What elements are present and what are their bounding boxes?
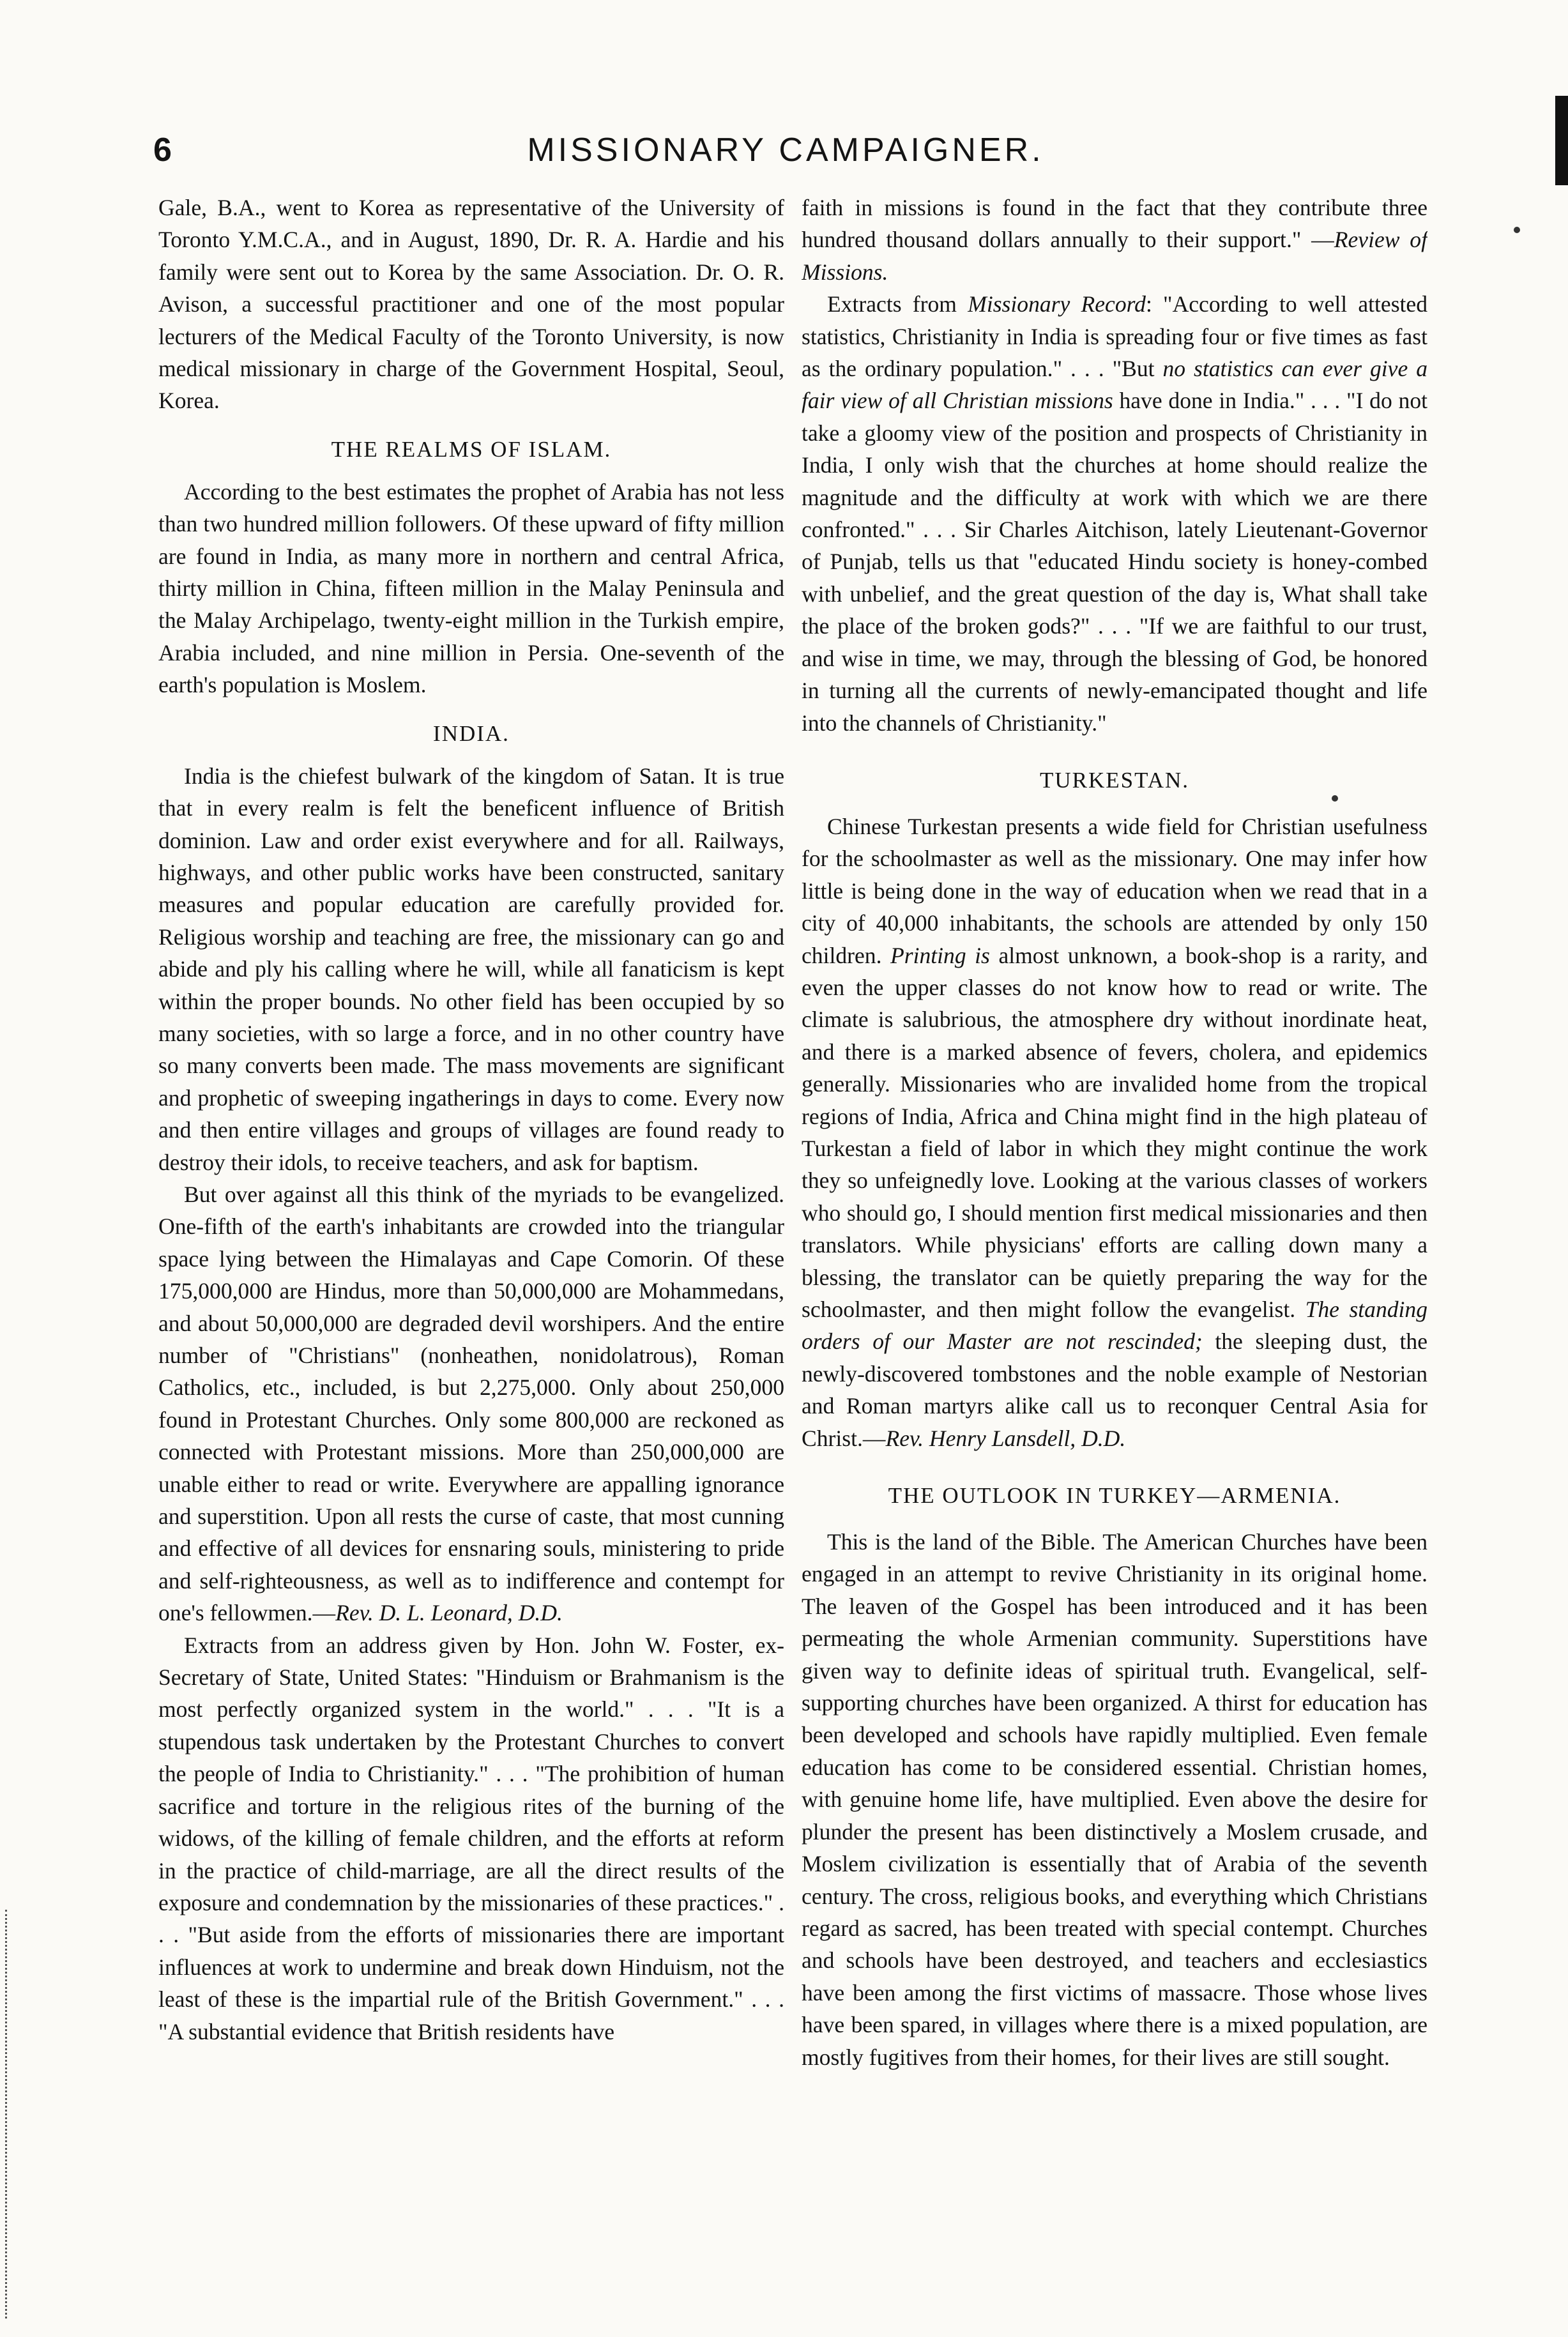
scan-edge-mark xyxy=(1555,96,1568,185)
paragraph-india-myriads xyxy=(158,1178,784,1629)
running-title: MISSIONARY CAMPAIGNER. xyxy=(527,132,1044,169)
section-heading-turkey-armenia: THE OUTLOOK IN TURKEY—ARMENIA. xyxy=(888,1483,1341,1509)
citation-leonard: Rev. D. L. Leonard, D.D. xyxy=(335,1600,563,1626)
paragraph-india-bulwark: India is the chiefest bulwark of the kingdom of Satan. It is true that in every realm is felt the beneficent influence of British dominion. Law and order exist everywhere and for all. Railways, highways, and other public works have been constructed, sanitary measures and popular education are carefully provided for. Religious worship and teaching are free, the missionary can go and abide and ply his calling where he will, while all fanaticism is kept within the proper bounds. No other field has been occupied by so many societies, with so large a force, and in no other country have so many converts been made. The mass movements are significant and prophetic of sweeping ingatherings in days to come. Every now and then entire villages and groups of villages are found ready to destroy their idols, to receive teachers, and ask for baptism. xyxy=(158,763,784,1175)
right-column xyxy=(802,192,1427,2293)
page-header xyxy=(153,131,1418,176)
citation-lansdell: Rev. Henry Lansdell, D.D. xyxy=(885,1425,1126,1451)
record-text-a: : "According to well attested statistics, Christianity in India is spreading four or five times as fast as the ordinary population." . . . "But xyxy=(802,291,1427,382)
paragraph-turkestan xyxy=(802,811,1427,1454)
page-number: 6 xyxy=(153,132,172,169)
paragraph-india-myriads-text: But over against all this think of the myriads to be evangelized. One-fifth of the earth's inhabitants are crowded into the triangular space lying between the Himalayas and Cape Comorin. Of these 175,000,000 are Hindus, more than 50,000,000 are Mohammedans, and about 50,000,000 are degraded devil worshipers. And the entire number of "Christians" (nonheathen, nonidolatrous), Roman Catholics, etc., included, is but 2,275,000. Only about 250,000 found in Protestant Churches. Only some 800,000 are reckoned as connected with Protestant missions. More than 250,000,000 are unable either to read or write. Everywhere are appalling ignorance and superstition. Upon all rests the curse of caste, that most cunning and effective of all devices for ensnaring souls, ministering to pride and self-righteousness, as well as to indifference and contempt for one's fellowmen.— xyxy=(158,1181,784,1626)
turkestan-text-b: almost unknown, a book-shop is a rarity, and even the upper classes do not know how to read or write. The climate is salubrious, the atmosphere dry without inordinate heat, and there is a marked absence of fevers, cholera, and epidemics generally. Missionaries who are invalided home from the tropical regions of India, Africa and China might find in the high plateau of Turkestan a field of labor in which they might continue the work they so unfeignedly love. Looking at the various classes of workers who should go, I should mention first medical missionaries and then translators. While physicians' efforts are calling down many a blessing, the translator can be quietly preparing the way for the schoolmaster, and then might follow the evangelist. xyxy=(802,942,1427,1322)
turkestan-italic-printing: Printing is xyxy=(890,942,990,968)
paragraph-foster-continued xyxy=(802,192,1427,288)
section-heading-turkestan: TURKESTAN. xyxy=(1040,767,1189,793)
turkestan-text-a: Chinese Turkestan presents a wide field for Christian usefulness for the schoolmaster as well as the missionary. One may infer how little is being done in the way of education when we read that in a city of 40,000 inhabitants, the schools are attended by only 150 children. xyxy=(802,813,1427,968)
paragraph-korea-continued: Gale, B.A., went to Korea as representative of the University of Toronto Y.M.C.A., and in August, 1890, Dr. R. A. Hardie and his family were sent out to Korea by the same Association. Dr. O. R. Avison, a successful practitioner and one of the most popular lecturers of the Medical Faculty of the Toronto University, is now medical missionary in charge of the Government Hospital, Seoul, Korea. xyxy=(158,195,784,414)
turkestan-italic-orders: The standing orders of our Master are not rescinded; xyxy=(802,1297,1427,1355)
record-source: Missionary Record xyxy=(968,291,1146,317)
paragraph-foster-address: Extracts from an address given by Hon. John W. Foster, ex-Secretary of State, United States: "Hinduism or Brahmanism is the most perfectly organized system in the world." . . . "It is a stupendous task undertaken by the Protestant Churches to convert the people of India to Christianity." . . . "The prohibition of human sacrifice and torture in the religious rites of the burning of the widows, of the killing of female children, and the efforts at reform in the practice of child-marriage, are all the direct results of the exposure and condemnation by the missionaries of these practices." . . . "But aside from the efforts of missionaries there are important influences at work to undermine and break down Hinduism, not the least of these is the impartial rule of the British Government." . . . "A substantial evidence that British residents have xyxy=(158,1632,784,2044)
paragraph-turkey-armenia: This is the land of the Bible. The American Churches have been engaged in an attempt to revive Christianity in its original home. The leaven of the Gospel has been introduced and it has been permeating the whole Armenian community. Superstitions have given way to definite ideas of spiritual truth. Evangelical, self-supporting churches have been organized. A thirst for education has been developed and schools have rapidly multiplied. Even female education has come to be considered essential. Christian homes, with genuine home life, have multiplied. Even above the desire for plunder the present has been distinctively a Moslem crusade, and Moslem civilization is essentially that of Arabia of the seventh century. The cross, religious books, and everything which Christians regard as sacred, has been treated with special contempt. Churches and schools have been destroyed, and teachers and ecclesiastics have been among the first victims of massacre. Those whose lives have been spared, in villages where there is a mixed population, are mostly fugitives from their homes, for their lives are still sought. xyxy=(802,1529,1427,2070)
turkestan-text-c: the sleeping dust, the newly-discovered tombstones and the noble example of Nestorian and Roman martyrs alike call us to reconquer Central Asia for Christ.— xyxy=(802,1328,1427,1451)
paragraph-islam: According to the best estimates the prophet of Arabia has not less than two hundred million followers. Of these upward of fifty million are found in India, as many more in northern and central Africa, thirty million in China, fifteen million in the Malay Peninsula and the Malay Archipelago, twenty-eight million in the Turkish empire, Arabia included, and nine million in Persia. One-seventh of the earth's population is Moslem. xyxy=(158,478,784,698)
paragraph-foster-continued-text: faith in missions is found in the fact that they contribute three hundred thousand dollars annually to their support." — xyxy=(802,195,1427,253)
left-column xyxy=(158,192,784,2293)
section-heading-india: INDIA. xyxy=(433,720,510,746)
scan-speck xyxy=(1514,227,1520,233)
paragraph-missionary-record xyxy=(802,288,1427,739)
citation-review-of-missions: Review of Missions. xyxy=(802,227,1427,285)
record-text-b: have done in India." . . . "I do not take a gloomy view of the position and prospects of Christianity in India, I only wish that the churches at home should realize the magnitude and the difficulty at work with which we are there confronted." . . . Sir Charles Aitchison, lately Lieutenant-Governor of Punjab, tells us that "educated Hindu society is honey-combed with unbelief, and the great question of the day is, What shall take the place of the broken gods?" . . . "If we are faithful to our trust, and wise in time, we may, through the blessing of God, be honored in turning all the currents of newly-emancipated thought and life into the channels of Christianity." xyxy=(802,388,1427,736)
record-italic: no statistics can ever give a fair view of all Christian missions xyxy=(802,356,1427,414)
section-heading-islam: THE REALMS OF ISLAM. xyxy=(331,436,612,462)
scan-edge-dashes xyxy=(5,1910,9,2318)
record-lead: Extracts from xyxy=(827,291,968,317)
